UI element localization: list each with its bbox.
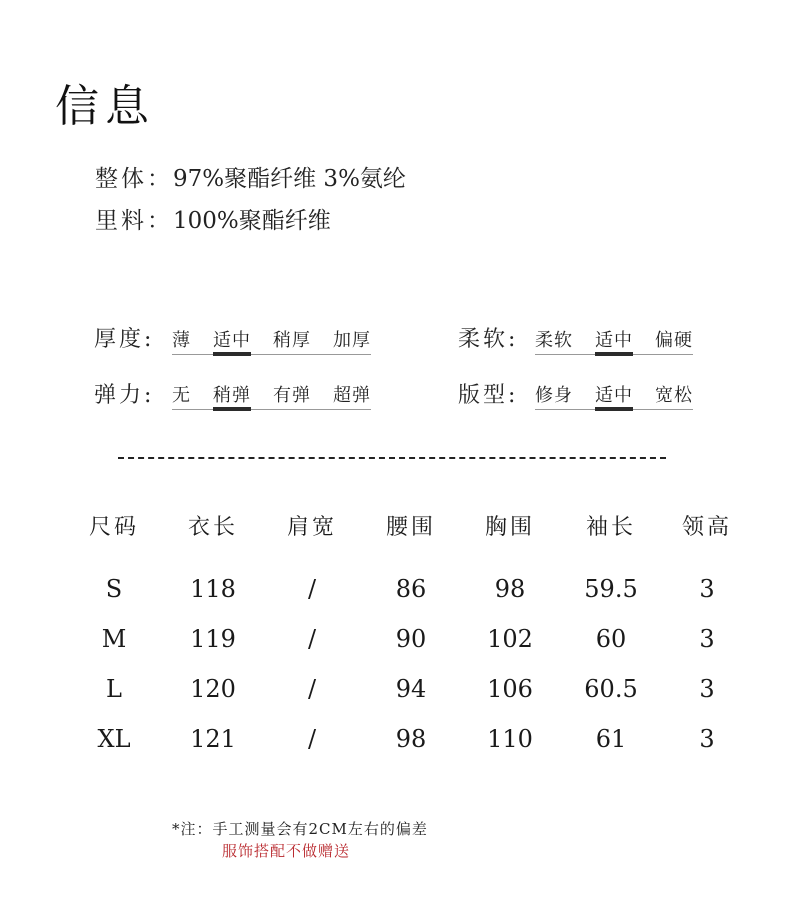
material-overall	[95, 160, 406, 193]
material-overall-label: 整体：	[95, 166, 173, 192]
option-thick: 加厚	[333, 330, 371, 351]
measurement-note: *注：手工测量会有2CM左右的偏差	[172, 820, 428, 838]
cell-length: 118	[190, 575, 236, 603]
cell-chest: 106	[487, 675, 533, 703]
page-title: 信息	[55, 81, 155, 132]
option-slightly-thick: 稍厚	[273, 330, 311, 351]
cell-collar: 3	[699, 575, 715, 603]
cell-waist: 94	[395, 675, 427, 703]
option-slight-stretch: 稍弹	[213, 381, 251, 407]
option-stretch: 有弹	[273, 385, 311, 406]
attr-thickness-label: 厚度:	[94, 327, 155, 352]
header-chest: 胸围	[484, 514, 535, 540]
header-collar: 领高	[681, 514, 732, 540]
cell-shoulder: /	[307, 575, 317, 603]
table-row	[64, 614, 752, 664]
material-overall-value: 97%聚酯纤维 3%氨纶	[173, 166, 406, 192]
cell-chest: 102	[487, 625, 533, 653]
cell-sleeve: 60	[595, 625, 627, 653]
header-size: 尺码	[88, 514, 139, 540]
attr-softness	[458, 322, 518, 353]
attr-fit-label: 版型:	[458, 383, 519, 408]
table-row	[64, 664, 752, 714]
cell-size: L	[106, 675, 122, 703]
attr-softness-label: 柔软:	[458, 327, 519, 352]
attr-thickness-options	[172, 326, 371, 355]
cell-length: 120	[190, 675, 236, 703]
cell-waist: 86	[395, 575, 427, 603]
attr-elasticity-label: 弹力:	[94, 383, 155, 408]
option-medium: 适中	[595, 326, 633, 352]
cell-size: S	[105, 575, 123, 603]
cell-sleeve: 59.5	[584, 575, 638, 603]
cell-size: XL	[97, 725, 131, 753]
option-hard: 偏硬	[655, 330, 693, 351]
cell-length: 121	[190, 725, 236, 753]
dashed-divider	[118, 457, 666, 459]
table-row	[64, 714, 752, 764]
cell-shoulder: /	[307, 725, 317, 753]
cell-sleeve: 60.5	[584, 675, 638, 703]
attr-fit-options	[535, 381, 693, 410]
cell-collar: 3	[699, 625, 715, 653]
table-spacer	[64, 550, 752, 564]
option-super-stretch: 超弹	[333, 385, 371, 406]
cell-length: 119	[190, 625, 236, 653]
option-medium: 适中	[595, 381, 633, 407]
cell-collar: 3	[699, 675, 715, 703]
material-lining-value: 100%聚酯纤维	[173, 208, 331, 234]
accessory-note: 服饰搭配不做赠送	[222, 842, 351, 860]
option-soft: 柔软	[535, 330, 573, 351]
header-waist: 腰围	[385, 514, 436, 540]
table-row	[64, 564, 752, 614]
cell-sleeve: 61	[595, 725, 627, 753]
header-sleeve: 袖长	[585, 514, 636, 540]
size-table	[64, 500, 752, 764]
cell-waist: 98	[395, 725, 427, 753]
header-shoulder: 肩宽	[286, 514, 337, 540]
attr-elasticity	[94, 378, 154, 409]
cell-chest: 110	[487, 725, 533, 753]
cell-shoulder: /	[307, 675, 317, 703]
attr-elasticity-options	[172, 381, 371, 410]
attr-softness-options	[535, 326, 693, 355]
option-thin: 薄	[172, 330, 191, 351]
header-length: 衣长	[187, 514, 238, 540]
cell-chest: 98	[494, 575, 526, 603]
cell-collar: 3	[699, 725, 715, 753]
material-lining	[95, 202, 331, 235]
option-none: 无	[172, 385, 191, 406]
option-slim: 修身	[535, 385, 573, 406]
option-loose: 宽松	[655, 385, 693, 406]
cell-waist: 90	[395, 625, 427, 653]
option-medium: 适中	[213, 326, 251, 352]
attr-thickness	[94, 322, 154, 353]
attr-fit	[458, 378, 518, 409]
cell-size: M	[101, 625, 127, 653]
cell-shoulder: /	[307, 625, 317, 653]
material-lining-label: 里料：	[95, 208, 173, 234]
size-table-header	[64, 500, 752, 550]
